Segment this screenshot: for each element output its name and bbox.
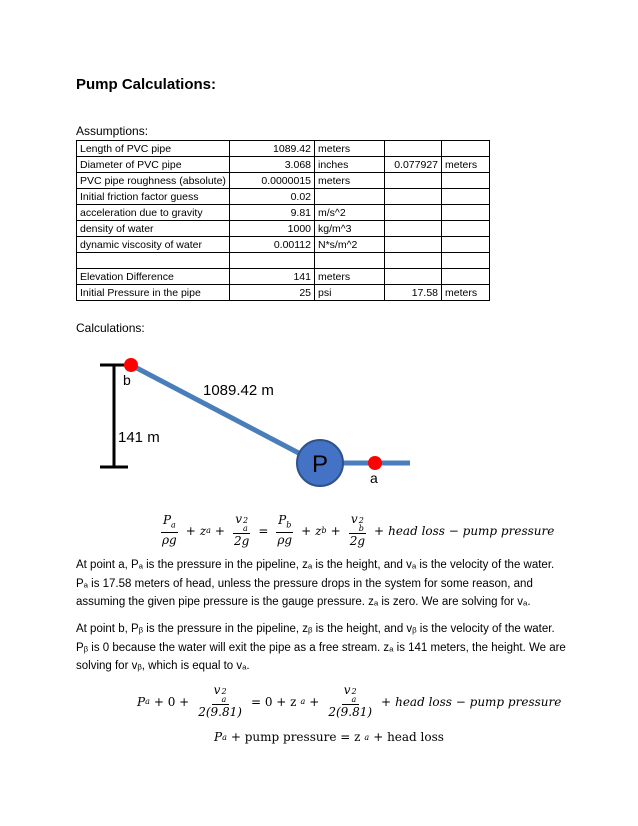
point-b-label: b: [123, 372, 131, 388]
table-cell: [315, 189, 385, 205]
pump-label: P: [311, 451, 329, 478]
table-cell: N*s/m^2: [315, 237, 385, 253]
table-cell: 25: [230, 285, 315, 301]
table-cell: [385, 173, 442, 189]
table-row: [77, 189, 490, 205]
table-cell: 0.02: [230, 189, 315, 205]
table-cell: 1000: [230, 221, 315, 237]
table-cell: acceleration due to gravity: [77, 205, 230, 221]
elevation-label: 141 m: [118, 429, 160, 446]
table-cell: 141: [230, 269, 315, 285]
table-row: [77, 157, 490, 173]
table-row: [77, 221, 490, 237]
table-cell: 3.068: [230, 157, 315, 173]
table-cell: [442, 237, 490, 253]
table-cell: [385, 141, 442, 157]
table-cell: [385, 205, 442, 221]
table-cell: 0.00112: [230, 237, 315, 253]
table-cell: [230, 253, 315, 269]
point-a-label: a: [370, 470, 378, 486]
simplified-equation: P a + pump pressure = z a + head loss: [214, 730, 444, 744]
table-cell: Diameter of PVC pipe: [77, 157, 230, 173]
point-b-marker: [124, 358, 138, 372]
table-cell: [385, 269, 442, 285]
table-cell: meters: [442, 285, 490, 301]
table-cell: PVC pipe roughness (absolute): [77, 173, 230, 189]
table-row: [77, 269, 490, 285]
table-cell: [442, 269, 490, 285]
assumptions-label: Assumptions:: [76, 124, 149, 138]
table-cell: meters: [442, 157, 490, 173]
table-cell: kg/m^3: [315, 221, 385, 237]
point-a-paragraph: At point a, Pₐ is the pressure in the pipeline, zₐ is the height, and vₐ is the velocity of the water. Pₐ is 17.58 meters of head, unless the pressure drops in the system for some reason, and assuming the given pipe pressure is the gauge pressure. zₐ is zero. We are solving for vₐ.: [76, 559, 555, 608]
table-cell: [442, 189, 490, 205]
table-row: [77, 205, 490, 221]
point-b-paragraph: At point b, Pᵦ is the pressure in the pipeline, zᵦ is the height, and vᵦ is the velocity of the water. Pᵦ is 0 because the water will exit the pipe as a free stream. zₐ is 141 meters, the height. We are solving for vᵦ, which is equal to vₐ.: [76, 623, 566, 672]
substituted-equation: P a + 0 + v 2 a 2(9.81) = 0 + z a + v 2 a 2(9.81) + head loss − pump pressure: [137, 683, 562, 719]
table-row: [77, 237, 490, 253]
table-cell: [315, 253, 385, 269]
table-cell: 0.0000015: [230, 173, 315, 189]
table-cell: m/s^2: [315, 205, 385, 221]
table-cell: density of water: [77, 221, 230, 237]
table-cell: [385, 237, 442, 253]
table-cell: psi: [315, 285, 385, 301]
table-cell: inches: [315, 157, 385, 173]
table-cell: [385, 253, 442, 269]
table-cell: meters: [315, 141, 385, 157]
table-row: [77, 173, 490, 189]
table-cell: Length of PVC pipe: [77, 141, 230, 157]
table-cell: [442, 221, 490, 237]
pipe-length-label: 1089.42 m: [203, 382, 274, 399]
table-cell: [385, 221, 442, 237]
table-cell: Initial friction factor guess: [77, 189, 230, 205]
calculations-label: Calculations:: [76, 321, 145, 335]
page-title: Pump Calculations:: [76, 76, 217, 93]
table-cell: Initial Pressure in the pipe: [77, 285, 230, 301]
point-a-marker: [368, 456, 382, 470]
table-cell: 1089.42: [230, 141, 315, 157]
table-cell: [442, 173, 490, 189]
table-cell: 17.58: [385, 285, 442, 301]
table-cell: 0.077927: [385, 157, 442, 173]
pipe-diagram: [0, 350, 638, 490]
table-cell: [442, 253, 490, 269]
table-cell: meters: [315, 173, 385, 189]
bernoulli-equation: $\frac{P_a}{\rho g}$ + z a + v 2 a 2g = $\frac{P_b}{\rho g}$ + z b + v 2 b 2g + head loss − pump pressure: [162, 512, 555, 548]
table-cell: [385, 189, 442, 205]
table-cell: 9.81: [230, 205, 315, 221]
table-cell: dynamic viscosity of water: [77, 237, 230, 253]
table-cell: [442, 205, 490, 221]
table-cell: [77, 253, 230, 269]
table-cell: [442, 141, 490, 157]
table-row: [77, 141, 490, 157]
assumptions-table: [76, 140, 490, 301]
table-cell: Elevation Difference: [77, 269, 230, 285]
table-row: [77, 253, 490, 269]
table-row: [77, 285, 490, 301]
table-cell: meters: [315, 269, 385, 285]
